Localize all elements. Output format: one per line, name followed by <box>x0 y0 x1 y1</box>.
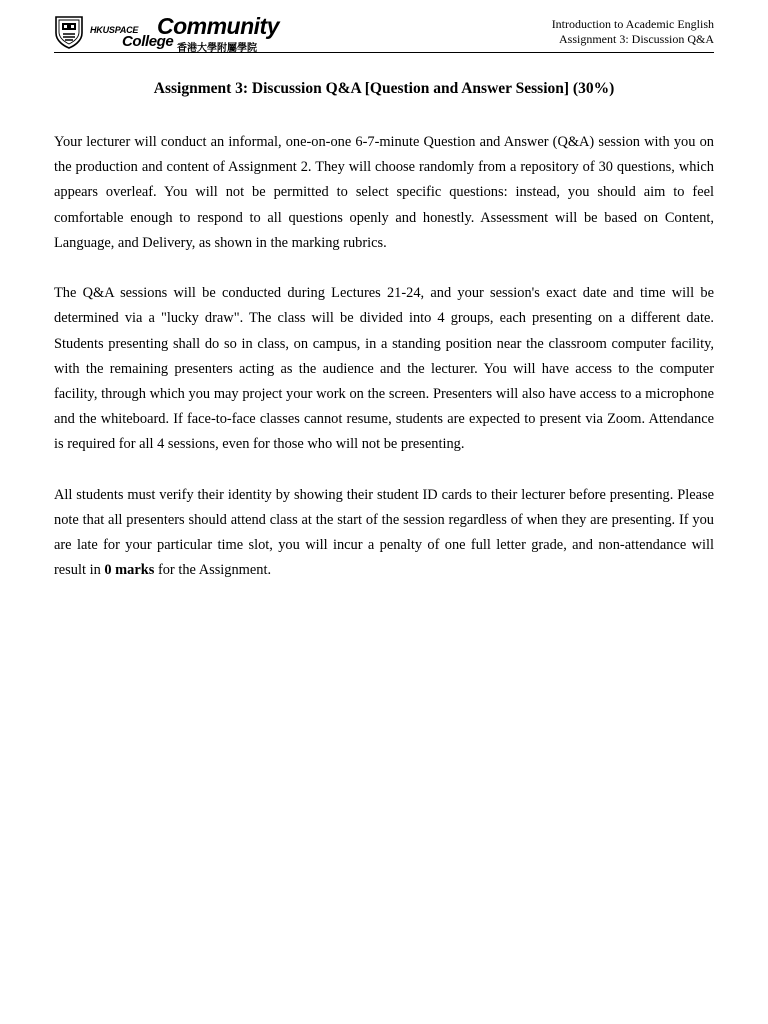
course-info <box>552 17 714 47</box>
paragraph-attendance <box>54 483 714 584</box>
page-title: Assignment 3: Discussion Q&A [Question and Answer Session] (30%) <box>153 80 615 97</box>
zero-marks-emphasis: 0 marks <box>104 562 155 579</box>
assignment-label: Assignment 3: Discussion Q&A <box>558 32 714 46</box>
course-title: Introduction to Academic English <box>551 17 714 31</box>
logo-brand: HKUSPACE <box>90 25 139 35</box>
page-header <box>54 12 714 53</box>
crest-icon <box>54 15 84 49</box>
paragraph-attendance-end: for the Assignment. <box>154 562 272 579</box>
document-body <box>54 130 714 609</box>
paragraph-attendance-text: All students must verify their identity by showing their student ID cards to their lecturer before presenting. Please note that all presenters should attend class at the start of the session regardless of when they are presenting. If you are late for your particular time slot, you will incur a penalty of one full letter grade, and non-attendance will result in <box>54 486 714 579</box>
logo-community-text: Community <box>157 13 279 39</box>
college-logo <box>54 13 284 54</box>
paragraph-overview: Your lecturer will conduct an informal, one-on-one 6-7-minute Question and Answer (Q&A) session with you on the production and content of Assignment 2. They will choose randomly from a repository of 30 questions, which appears overleaf. You will not be permitted to select specific questions: instead, you should aim to feel comfortable enough to respond to all questions openly and honestly. Assessment will be based on Content, Language, and Delivery, as shown in the marking rubrics. <box>54 134 714 251</box>
paragraph-schedule: The Q&A sessions will be conducted during Lectures 21-24, and your session's exact date and time will be determined via a "lucky draw". The class will be divided into 4 groups, each presenting on a different date. Students presenting shall do so in class, on campus, in a standing position near the classroom computer facility, with the remaining presenters acting as the audience and the lecturer. You will have access to the computer facility, through which you may project your work on the screen. Presenters will also have access to a microphone and the whiteboard. If face-to-face classes cannot resume, students are expected to present via Zoom. Attendance is required for all 4 sessions, even for those who will not be presenting. <box>54 285 714 453</box>
logo-college-text: College <box>122 33 174 50</box>
logo-chinese-text: 香港大學附屬學院 <box>177 43 257 54</box>
